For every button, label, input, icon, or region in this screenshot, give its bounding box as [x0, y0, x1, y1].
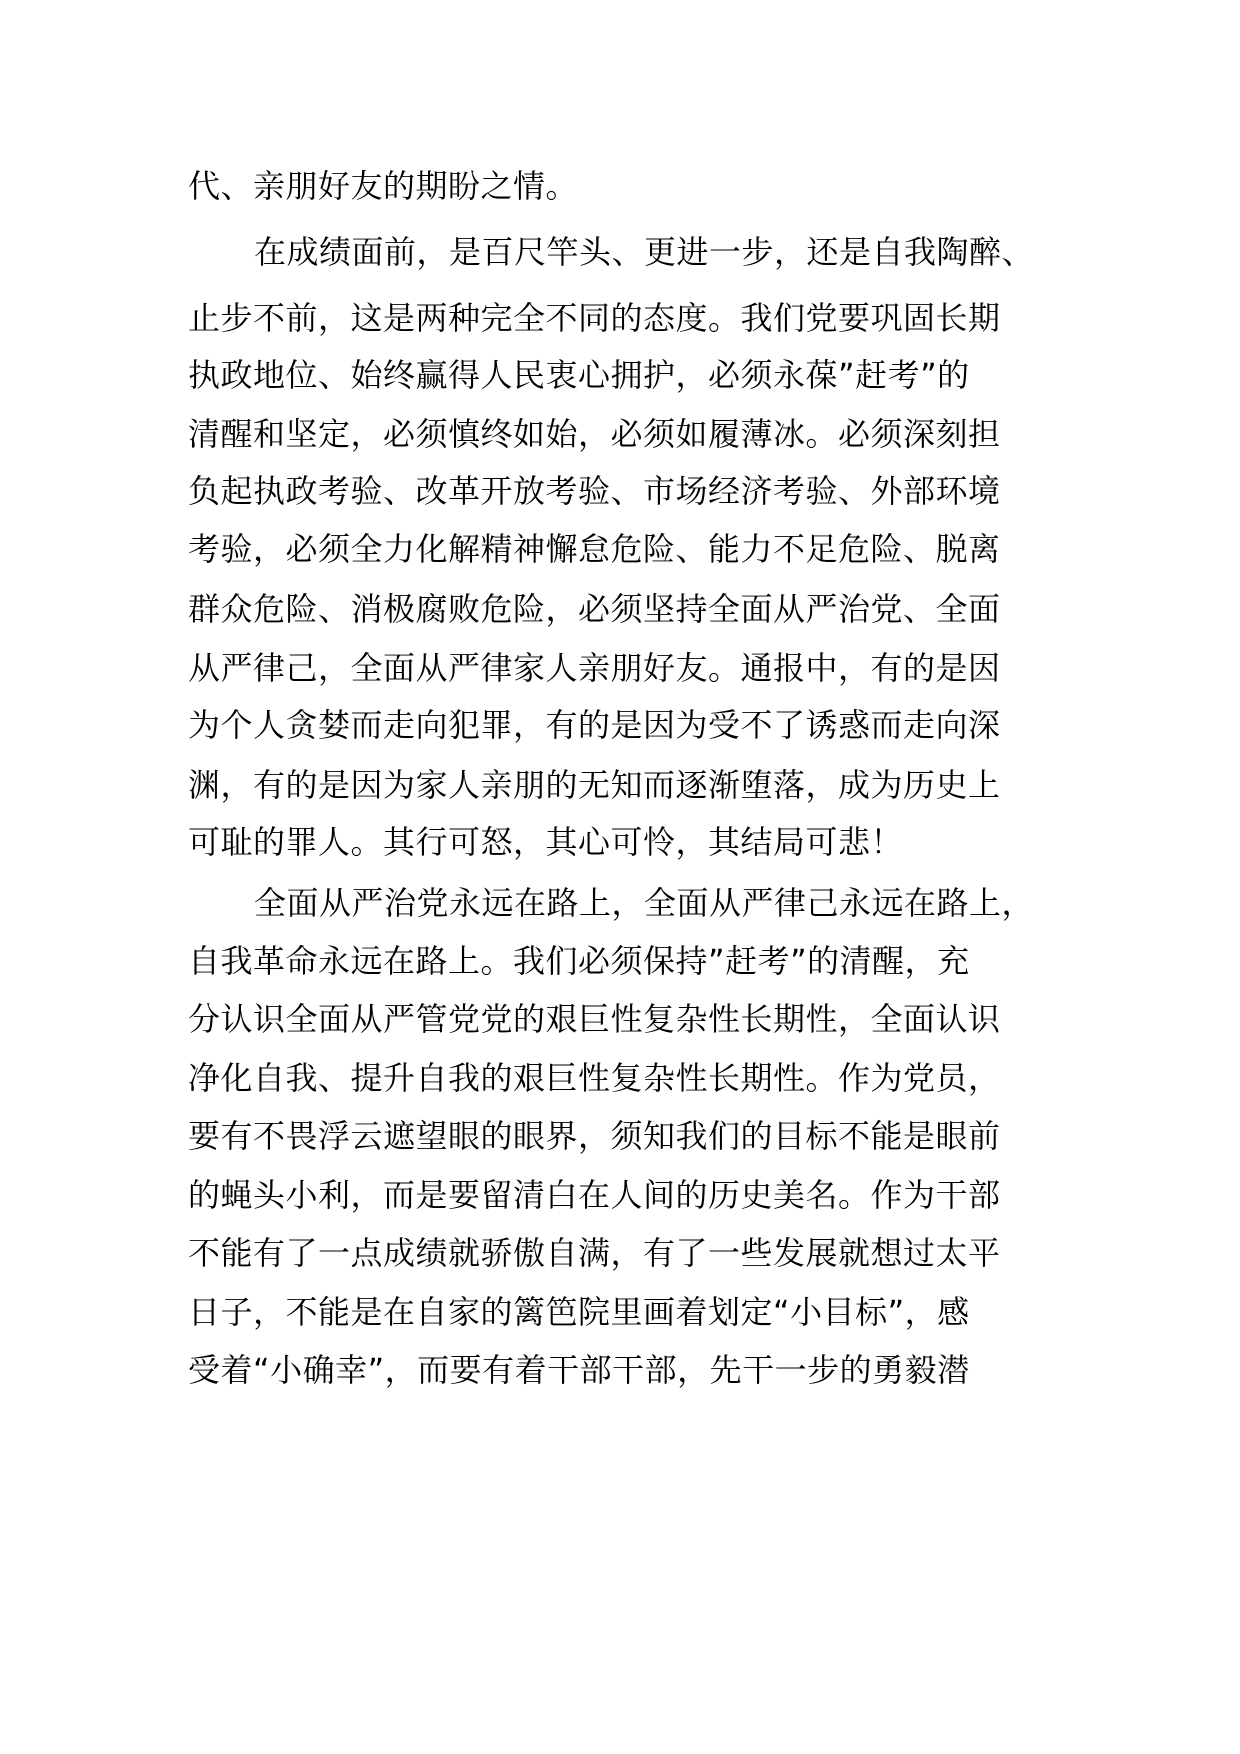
- text-line: 清醒和坚定，必须慎终如始，必须如履薄冰。必须深刻担: [188, 415, 1001, 453]
- text-line: 可耻的罪人。其行可怒，其心可怜，其结局可悲！: [188, 823, 904, 861]
- text-line-1: 代、亲朋好友的期盼之情。: [188, 167, 579, 205]
- text-line: 日子，不能是在自家的篱笆院里画着划定“小目标”，感: [188, 1293, 970, 1331]
- text-line: 不能有了一点成绩就骄傲自满，有了一些发展就想过太平: [188, 1234, 1001, 1272]
- text-line: 止步不前，这是两种完全不同的态度。我们党要巩固长期: [188, 299, 1001, 337]
- text-line: 执政地位、始终赢得人民衷心拥护，必须永葆”赶考”的: [188, 356, 970, 394]
- text-line: 的蝇头小利，而是要留清白在人间的历史美名。作为干部: [188, 1176, 1001, 1214]
- text-line: 分认识全面从严管党党的艰巨性复杂性长期性，全面认识: [188, 1000, 1001, 1038]
- text-line: 考验，必须全力化解精神懈怠危险、能力不足危险、脱离: [188, 530, 1001, 568]
- text-line: 要有不畏浮云遮望眼的眼界，须知我们的目标不能是眼前: [188, 1117, 1001, 1155]
- text-line: 群众危险、消极腐败危险，必须坚持全面从严治党、全面: [188, 590, 1001, 628]
- text-line: 受着“小确幸”，而要有着干部干部，先干一步的勇毅潜: [188, 1351, 970, 1389]
- text-line: 负起执政考验、改革开放考验、市场经济考验、外部环境: [188, 472, 1001, 510]
- text-line: 从严律己，全面从严律家人亲朋好友。通报中，有的是因: [188, 649, 1001, 687]
- text-line: 渊，有的是因为家人亲朋的无知而逐渐堕落，成为历史上: [188, 766, 1001, 804]
- paragraph-start-line: 全面从严治党永远在路上，全面从严律己永远在路上，: [254, 884, 1035, 922]
- text-line: 自我革命永远在路上。我们必须保持”赶考”的清醒，充: [188, 942, 970, 980]
- paragraph-start-line: 在成绩面前，是百尺竿头、更进一步，还是自我陶醉、: [254, 233, 1035, 271]
- text-line: 净化自我、提升自我的艰巨性复杂性长期性。作为党员，: [188, 1059, 1001, 1097]
- text-line: 为个人贪婪而走向犯罪，有的是因为受不了诱惑而走向深: [188, 706, 1001, 744]
